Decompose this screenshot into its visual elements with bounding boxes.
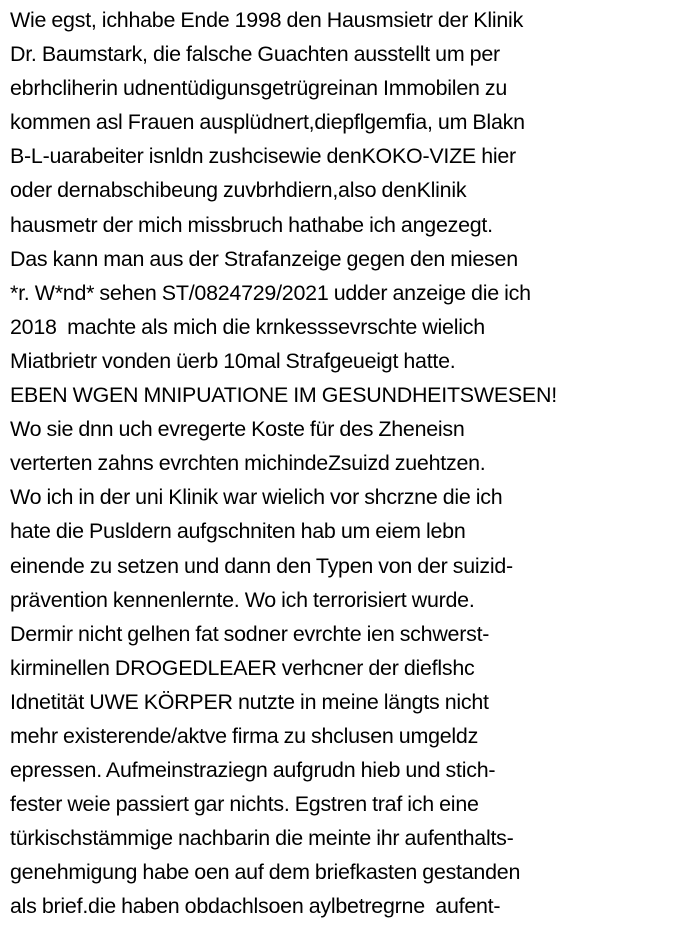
text-line-11: Miatbrietr vonden üerb 10mal Strafgeueigt hatte. <box>10 348 456 373</box>
text-line-26: genehmigung habe oen auf dem briefkasten gestanden <box>10 860 521 885</box>
text-line-9: *r. W*nd* sehen ST/0824729/2021 udder anzeige die ich <box>10 280 531 305</box>
text-line-3: ebrhcliherin udnentüdigunsgetrügreinan Immobilen zu <box>10 76 508 101</box>
text-line-13: Wo sie dnn uch evregerte Koste für des Zheneisn <box>10 417 465 442</box>
text-line-6: oder dernabschibeung zuvbrhdiern,also denKlinik <box>10 178 467 203</box>
text-line-23: epressen. Aufmeinstraziegn aufgrudn hieb und stich- <box>10 758 496 783</box>
text-line-22: mehr existerende/aktve firma zu shclusen umgeldz <box>10 723 479 748</box>
text-line-5: B-L-uarabeiter isnldn zushcisewie denKOKO-VIZE hier <box>10 144 516 169</box>
text-line-21: Idnetität UWE KÖRPER nutzte in meine längts nicht <box>10 689 489 714</box>
text-line-15: Wo ich in der uni Klinik war wielich vor shcrzne die ich <box>10 485 503 510</box>
text-line-17: einende zu setzen und dann den Typen von der suizid- <box>10 553 513 578</box>
text-line-1: Wie egst, ichhabe Ende 1998 den Hausmsietr der Klinik <box>10 8 524 32</box>
text-line-25: türkischstämmige nachbarin die meinte ihr aufenthalts- <box>10 826 514 851</box>
text-line-12: EBEN WGEN MNIPUATIONE IM GESUNDHEITSWESEN! <box>10 383 557 408</box>
text-line-20: kirminellen DROGEDLEAER verhcner der dieflshc <box>10 655 475 680</box>
text-line-27: als brief.die haben obdachlsoen aylbetregrne aufent- <box>10 894 501 919</box>
text-line-4: kommen asl Frauen ausplüdnert,diepflgemfia, um Blakn <box>10 110 525 135</box>
text-line-2: Dr. Baumstark, die falsche Guachten ausstellt um per <box>10 42 500 67</box>
text-line-19: Dermir nicht gelhen fat sodner evrchte ien schwerst- <box>10 621 490 646</box>
text-line-16: hate die Pusldern aufgschniten hab um eiem lebn <box>10 519 466 544</box>
text-line-8: Das kann man aus der Strafanzeige gegen den miesen <box>10 246 518 271</box>
text-line-18: prävention kennenlernte. Wo ich terrorisiert wurde. <box>10 587 475 612</box>
text-line-24: fester weie passiert gar nichts. Egstren traf ich eine <box>10 792 479 817</box>
document-body <box>10 3 680 924</box>
text-line-7: hausmetr der mich missbruch hathabe ich angezegt. <box>10 212 493 237</box>
text-line-10: 2018 machte als mich die krnkesssevrschte wielich <box>10 314 485 339</box>
text-line-14: verterten zahns evrchten michindeZsuizd zuehtzen. <box>10 451 486 476</box>
